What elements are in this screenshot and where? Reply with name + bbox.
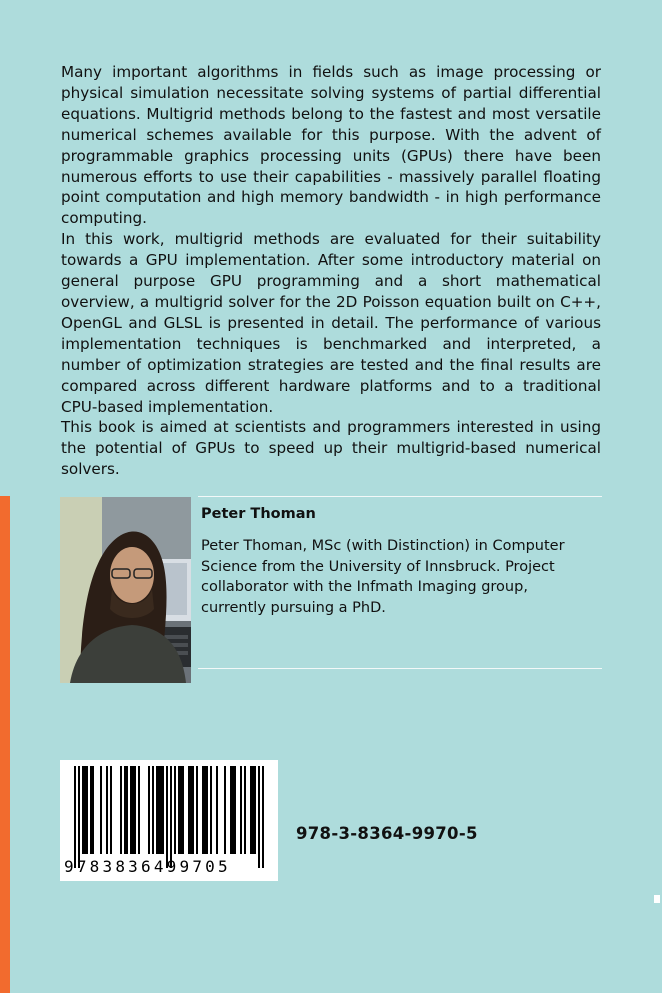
blurb-paragraph-2: In this work, multigrid methods are evaluated for their suitability towards a GPU implementation. After some introductory material on general purpose GPU programming and a short mathematical overview, a multigrid solver for the 2D Poisson equation built on C++, OpenGL and GLSL is presented in detail. The performance of various implementation techniques is benchmarked and interpreted, a number of optimization strategies are tested and the final results are compared across different hardware platforms and to a traditional CPU-based implementation. — [61, 230, 601, 416]
barcode-bar — [250, 766, 252, 854]
barcode-guard-bar — [74, 766, 76, 868]
blurb-paragraph-3: This book is aimed at scientists and programmers interested in using the potential of GPUs to speed up their multigrid-based numerical solvers. — [61, 418, 601, 479]
author-photo — [60, 497, 191, 683]
barcode-bar — [240, 766, 242, 854]
isbn-number: 978-3-8364-9970-5 — [296, 824, 478, 843]
barcode-bar — [244, 766, 246, 854]
barcode-bar — [132, 766, 134, 854]
barcode-bar — [130, 766, 132, 854]
barcode-bar — [190, 766, 192, 854]
barcode-bar — [254, 766, 256, 854]
barcode-bar — [192, 766, 194, 854]
barcode-bar — [110, 766, 112, 854]
blurb-paragraph-1: Many important algorithms in fields such as image processing or physical simulation necessitate solving systems of partial differential equations. Multigrid methods belong to the fastest and most versatile numerical schemes available for this purpose. With the advent of programmable graphics processing units (GPUs) there have been numerous efforts to use their capabilities - massively parallel floating point computation and high memory bandwidth - in high performance computing. — [61, 63, 601, 228]
barcode-guard-bar — [262, 766, 264, 868]
barcode-bar — [180, 766, 182, 854]
barcode-guard-bar — [170, 766, 172, 868]
barcode-bar — [252, 766, 254, 854]
isbn-barcode — [60, 760, 278, 881]
barcode-digits: 9783836499705 — [64, 857, 231, 876]
barcode-bar — [196, 766, 198, 854]
barcode-bar — [82, 766, 84, 854]
barcode-bar — [174, 766, 176, 854]
author-bottom-divider — [198, 668, 602, 669]
author-top-divider — [198, 496, 602, 497]
barcode-bar — [156, 766, 158, 854]
barcode-bar — [234, 766, 236, 854]
barcode-bar — [90, 766, 92, 854]
barcode-bar — [224, 766, 226, 854]
barcode-bar — [204, 766, 206, 854]
orange-edge-strip — [0, 496, 10, 993]
barcode-bar — [162, 766, 164, 854]
barcode-guard-bar — [258, 766, 260, 868]
author-portrait-image — [60, 497, 191, 683]
barcode-bar — [178, 766, 180, 854]
barcode-guard-bar — [166, 766, 168, 868]
barcode-bar — [158, 766, 160, 854]
barcode-bar — [188, 766, 190, 854]
barcode-bar — [210, 766, 212, 854]
barcode-bar — [120, 766, 122, 854]
barcode-bar — [100, 766, 102, 854]
barcode-bar — [202, 766, 204, 854]
barcode-bar — [152, 766, 154, 854]
barcode-bar — [86, 766, 88, 854]
author-section — [60, 496, 602, 686]
barcode-bar — [148, 766, 150, 854]
barcode-bar — [230, 766, 232, 854]
author-name: Peter Thoman — [201, 506, 316, 522]
barcode-bar — [138, 766, 140, 854]
barcode-bar — [206, 766, 208, 854]
barcode-bar — [134, 766, 136, 854]
back-cover-blurb — [61, 62, 601, 480]
barcode-bar — [126, 766, 128, 854]
barcode-bar — [92, 766, 94, 854]
barcode-bar — [84, 766, 86, 854]
barcode-guard-bar — [78, 766, 80, 868]
barcode-bar — [160, 766, 162, 854]
barcode-bar — [182, 766, 184, 854]
author-bio: Peter Thoman, MSc (with Distinction) in Computer Science from the University of Innsbruck. Project collaborator with the Infmath Imaging group, currently pursuing a PhD. — [201, 538, 565, 616]
barcode-bar — [232, 766, 234, 854]
barcode-bar — [216, 766, 218, 854]
corner-mark — [654, 895, 660, 903]
barcode-bar — [106, 766, 108, 854]
barcode-bar — [124, 766, 126, 854]
